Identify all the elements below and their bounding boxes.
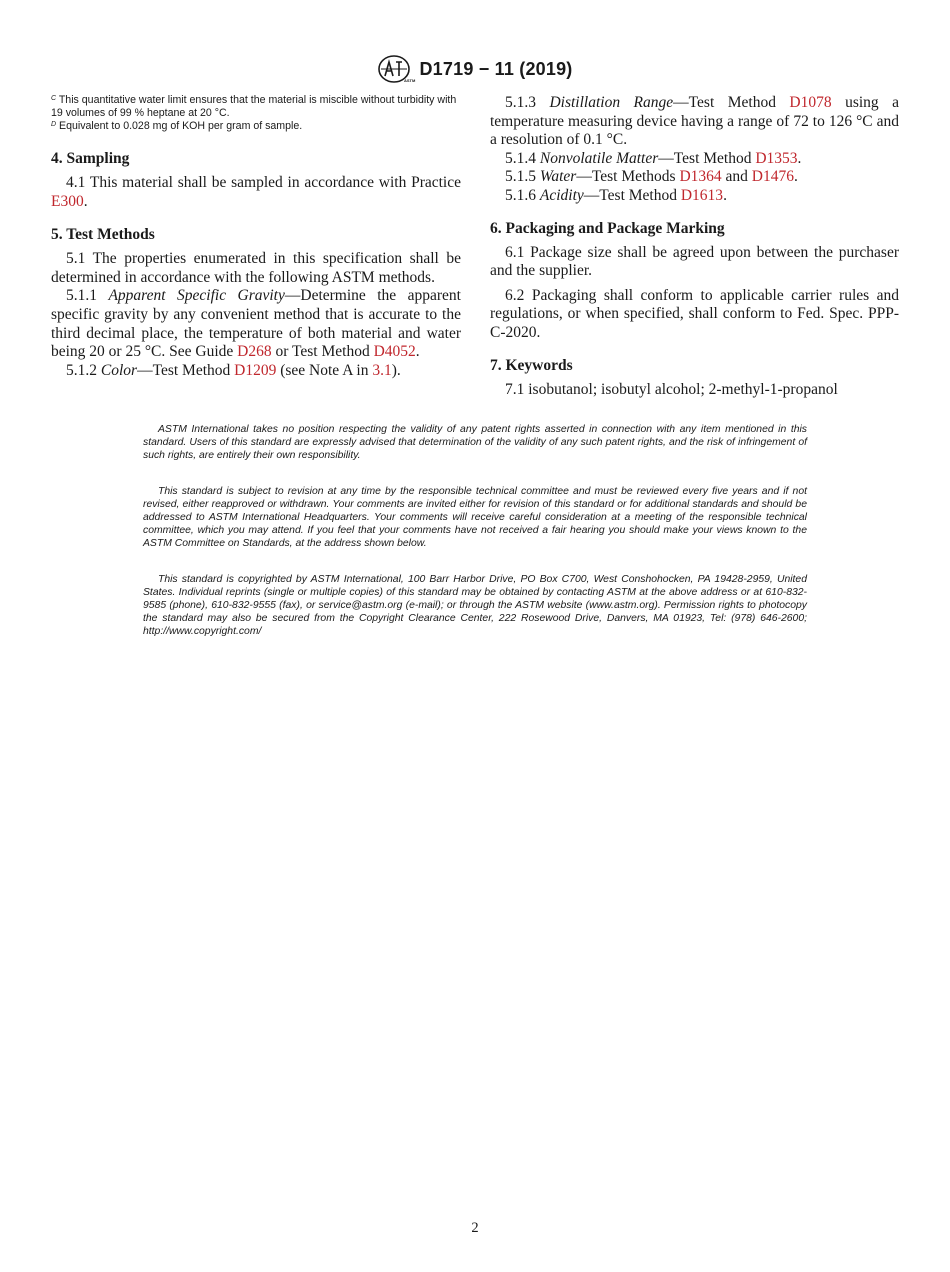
para-5-1-1: 5.1.1 Apparent Specific Gravity—Determine the apparent specific gravity by any convenient method that is accurate to the third decimal place, the temperature of both material and water being 20 or 25 °C. See Guide D268 or Test Method D4052. [51, 287, 461, 361]
link-d268[interactable]: D268 [237, 343, 272, 361]
right-column [490, 94, 899, 399]
para-7-1: 7.1 isobutanol; isobutyl alcohol; 2-methyl-1-propanol [505, 380, 838, 398]
astm-logo-icon [377, 54, 416, 84]
para-6-2: 6.2 Packaging shall conform to applicable carrier rules and regulations, or when specified, shall conform to Fed. Spec. PPP-C-2020. [490, 286, 899, 341]
para-5-1-2: 5.1.2 Color—Test Method D1209 (see Note A in 3.1). [66, 361, 401, 379]
para-4-1: 4.1 This material shall be sampled in accordance with Practice E300. [51, 174, 461, 210]
link-d1476[interactable]: D1476 [751, 168, 794, 186]
section-6-heading: 6. Packaging and Package Marking [490, 219, 725, 237]
link-d1353[interactable]: D1353 [755, 149, 798, 167]
revision-notice: This standard is subject to revision at any time by the responsible technical committee and must be reviewed every five years and if not revised, either reapproved or withdrawn. Your comments are invited either for revision of this standard or for additional standards and should be addressed to ASTM International Headquarters. Your comments will receive careful consideration at a meeting of the responsible technical committee, which you may attend. If you feel that your comments have not received a fair hearing you should make your views known to the ASTM Committee on Standards, at the address shown below. [143, 486, 807, 549]
link-3-1[interactable]: 3.1 [372, 361, 392, 379]
section-7-heading: 7. Keywords [490, 356, 573, 374]
footnote-c: $^C$ This quantitative water limit ensures that the material is miscible without turbidity with 19 volumes of 99 % heptane at 20 °C. [51, 94, 457, 119]
page-header [0, 52, 950, 86]
para-5-1-4: 5.1.4 Nonvolatile Matter—Test Method D1353. [505, 149, 802, 167]
page-number: 2 [471, 1220, 479, 1236]
para-6-1: 6.1 Package size shall be agreed upon between the purchaser and the supplier. [490, 243, 899, 280]
link-d1209[interactable]: D1209 [234, 361, 277, 379]
link-d1613[interactable]: D1613 [680, 186, 724, 204]
para-5-1-3: 5.1.3 Distillation Range—Test Method D1078 using a temperature measuring device having a range of 72 to 126 °C and a resolution of 0.1 °C. [490, 94, 900, 149]
patent-notice: ASTM International takes no position respecting the validity of any patent rights asserted in connection with any item mentioned in this standard. Users of this standard are expressly advised that determination of the validity of any such patent rights, and the risk of infringement of such rights, are entirely their own responsibility. [143, 424, 807, 461]
section-4-heading: 4. Sampling [51, 150, 130, 167]
link-d4052[interactable]: D4052 [373, 343, 416, 361]
para-5-1: 5.1 The properties enumerated in this specification shall be determined in accordance with the following ASTM methods. [51, 250, 461, 286]
copyright-notice: This standard is copyrighted by ASTM International, 100 Barr Harbor Drive, PO Box C700, West Conshohocken, PA 19428-2959, United States. Individual reprints (single or multiple copies) of this standard may be obtained by contacting ASTM at the above address or at 610-832-9585 (phone), 610-832-9555 (fax), or service@astm.org (e-mail); or through the ASTM website (www.astm.org). Permission rights to photocopy the standard may also be secured from the Copyright Clearance Center, 222 Rosewood Drive, Danvers, MA 01923, Tel: (978) 646-2600; http://www.copyright.com/ [143, 574, 807, 637]
para-5-1-6: 5.1.6 Acidity—Test Method D1613. [505, 186, 727, 204]
left-column [51, 94, 461, 380]
link-e300[interactable]: E300 [51, 192, 84, 210]
section-5-heading: 5. Test Methods [51, 226, 155, 244]
para-5-1-5: 5.1.5 Water—Test Methods D1364 and D1476. [505, 168, 798, 186]
document-id: D1719 − 11 (2019) [419, 58, 573, 79]
footnote-d: $^D$ Equivalent to 0.028 mg of KOH per gram of sample. [51, 120, 303, 132]
link-d1078[interactable]: D1078 [789, 94, 832, 111]
link-d1364[interactable]: D1364 [679, 168, 722, 186]
logo-text: ASTM [404, 78, 416, 83]
